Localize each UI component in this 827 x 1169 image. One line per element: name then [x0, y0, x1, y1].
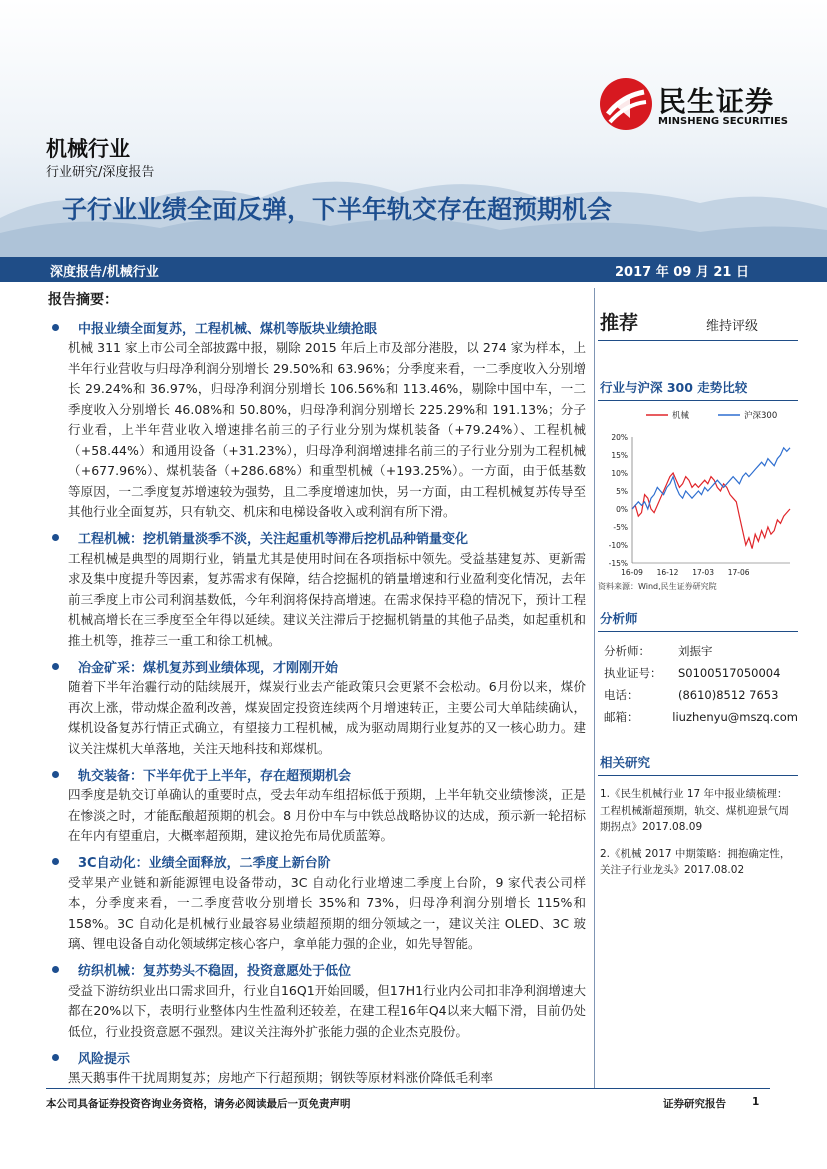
chart-source: 资料来源：Wind,民生证券研究院: [598, 582, 717, 591]
page-title: 子行业业绩全面反弹，下半年轨交存在超预期机会: [62, 195, 613, 224]
logo-text-cn: 民生证券: [658, 85, 775, 118]
related-item[interactable]: 2.《机械 2017 中期策略：拥抱确定性，关注子行业龙头》2017.08.02: [600, 847, 791, 876]
header-banner: [0, 0, 827, 258]
bullet-icon: [52, 324, 59, 331]
section-heading: 冶金矿采：煤机复苏到业绩体现，才刚刚开始: [78, 660, 339, 676]
company-logo: [600, 78, 800, 134]
analyst-row: 分析师： 刘振宇: [604, 644, 713, 658]
y-tick-label: 5%: [616, 487, 628, 496]
bullet-icon: [52, 771, 59, 778]
report-type: 行业研究/深度报告: [46, 165, 155, 180]
summary-column: [46, 316, 586, 1093]
section-heading: 风险提示: [78, 1051, 131, 1067]
section-body: 四季度是轨交订单确认的重要时点，受去年动车组招标低于预期，上半年轨交业绩惨淡，正是在惨淡之时，才能酝酿超预期的机会。8 月份中车与中铁总战略协议的达成，预示新一轮招标在年内有望重启，大概率超预期，建议抢先布局优质蓝筹。: [68, 787, 586, 843]
related-title: 相关研究: [598, 750, 798, 776]
section-body: 黑天鹅事件干扰周期复苏；房地产下行超预期；钢铁等原材料涨价降低毛利率: [68, 1070, 494, 1085]
bullet-icon: [52, 663, 59, 670]
x-tick-label: 17-06: [727, 568, 750, 577]
related-list: [598, 786, 798, 879]
legend-label: 机械: [672, 411, 690, 421]
column-divider: [594, 288, 595, 1088]
related-item[interactable]: 1.《民生机械行业 17 年中报业绩梳理：工程机械渐超预期，轨交、煤机迎景气周期拐点》2017.08.09: [600, 788, 789, 833]
bullet-icon: [52, 1054, 59, 1061]
footer-disclaimer: 本公司具备证券投资咨询业务资格，请务必阅读最后一页免责声明: [46, 1098, 351, 1110]
x-tick-label: 16-12: [656, 568, 679, 577]
section-heading: 中报业绩全面复苏，工程机械、煤机等版块业绩抢眼: [78, 321, 378, 337]
y-tick-label: -5%: [613, 523, 628, 532]
section-body: 工程机械是典型的周期行业，销量尤其是使用时间在各项指标中领先。受益基建复苏、更新需求及集中度提升等因素，复苏需求有保障，结合挖掘机的销量增速和行业盈利变化情况，去年前三季度上市公司利润基数低，今年利润将保持高增速。在需求保持平稳的情况下，预计工程机械高增长在三季度至全年得以延续。建议关注滞后于挖掘机销量的其他子品类，如起重机和推土机等，推荐三一重工和徐工机械。: [68, 550, 586, 648]
email-link[interactable]: liuzhenyu@mszq.com: [672, 710, 798, 724]
bullet-icon: [52, 966, 59, 973]
series-line: [632, 448, 790, 509]
report-info-bar: [0, 257, 827, 282]
section-body: 受苹果产业链和新能源锂电设备带动，3C 自动化行业增速二季度上台阶，9 家代表公司样本，分季度来看，一二季度营收分别增长 35%和 73%，归母净利润分别增长 115%和 158%。3C 自动化是机械行业最容易业绩超预期的细分领域之一，建议关注 OLED、3C 玻璃、锂电设备自动化领域绑定核心客户，拿单能力强的企业，如先导智能。: [68, 874, 586, 951]
section-body: 受益下游纺织业出口需求回升，行业自16Q1开始回暖，但17H1行业内公司扣非净利润增速大都在20%以下，表明行业整体内生性盈利还较差，在建工程16年Q4以来大幅下滑，目前仍处低位，行业投资意愿不强烈。建议关注海外扩张能力强的企业杰克股份。: [68, 982, 586, 1039]
chart-title: 行业与沪深 300 走势比较: [598, 375, 798, 401]
summary-section: [46, 851, 586, 955]
report-category: 深度报告/机械行业: [50, 265, 159, 280]
y-tick-label: 20%: [611, 433, 628, 442]
summary-title: 报告摘要：: [48, 292, 118, 308]
section-body: 随着下半年治霾行动的陆续展开，煤炭行业去产能政策只会更紧不会松动。6月份以来，煤价再次上涨，带动煤企盈利改善，煤炭固定投资连续两个月增速转正，主要公司大单陆续确认，煤机设备复苏行情正式确立，有望接力工程机械，成为驱动周期行业复苏的又一核心助力。建议关注煤机大单落地，关注天地科技和郑煤机。: [68, 679, 586, 756]
analyst-row: 执业证号： S0100517050004: [604, 666, 781, 680]
legend-label: 沪深300: [744, 411, 778, 421]
risk-section: [46, 1046, 586, 1089]
section-heading: 纺织机械：复苏势头不稳固，投资意愿处于低位: [78, 964, 352, 979]
section-body: 机械 311 家上市公司全部披露中报，剔除 2015 年后上市及部分港股，以 274 家为样本，上半年行业营收与归母净利润分别增长 29.50%和 63.96%；分季度来看，一二季度收入分别增长 29.24%和 36.97%，归母净利润分别增长 106.56%和 113.46%，剔除中国中车，一二季度收入分别增长 46.08%和 50.80%，归母净利润分别增长 225.29%和 191.13%；分子行业看，上半年营业收入增速排名前三的子行业分别为煤机装备（+79.24%）、工程机械（+58.44%）和通用设备（+31.23%），归母净利润增速排名前三的子行业分别为工程机械（+677.96%）、煤机装备（+286.68%）和重型机械（+193.25%）。一方面，由于低基数等原因，一二季度复苏增速较为强势，且二季度增速加快，另一方面，由工程机械复苏传导至其他行业全面复苏，只有轨交、机床和电梯设备收入或利润有所下滑。: [68, 340, 586, 519]
summary-section: [46, 763, 586, 847]
page-number: 1: [752, 1096, 760, 1108]
analyst-title: 分析师: [598, 606, 798, 632]
y-tick-label: -10%: [608, 541, 628, 550]
y-tick-label: 10%: [611, 469, 628, 478]
rating-note: 维持评级: [706, 319, 759, 334]
x-tick-label: 16-09: [621, 568, 643, 577]
logo-mark-icon: [600, 78, 652, 130]
analyst-row: 邮箱： liuzhenyu@mszq.com: [598, 706, 798, 728]
summary-section: [46, 527, 586, 652]
y-tick-label: 0%: [616, 505, 628, 514]
sidebar: [598, 300, 798, 879]
line-chart: [598, 401, 798, 579]
report-date: 2017 年 09 月 21 日: [615, 265, 749, 280]
footer-divider: [46, 1088, 770, 1089]
series-line: [632, 473, 790, 549]
chart-container: [598, 401, 798, 579]
industry-title: 机械行业: [46, 137, 130, 161]
logo-text-en: MINSHENG SECURITIES: [658, 116, 788, 127]
analyst-row: 电话： (8610)8512 7653: [604, 688, 779, 702]
summary-section: [46, 959, 586, 1043]
summary-section: [46, 316, 586, 523]
bullet-icon: [52, 534, 59, 541]
rating-value: 推荐: [600, 312, 639, 334]
summary-section: [46, 655, 586, 759]
y-tick-label: -15%: [608, 559, 628, 568]
rating-box: [598, 300, 798, 341]
footer-label: 证券研究报告: [663, 1098, 726, 1110]
x-tick-label: 17-03: [692, 568, 714, 577]
section-heading: 3C自动化：业绩全面释放，二季度上新台阶: [78, 856, 331, 871]
section-heading: 轨交装备：下半年优于上半年，存在超预期机会: [78, 768, 352, 784]
bullet-icon: [52, 858, 59, 865]
section-heading: 工程机械：挖机销量淡季不淡，关注起重机等滞后挖机品种销量变化: [78, 532, 469, 547]
y-tick-label: 15%: [611, 451, 628, 460]
